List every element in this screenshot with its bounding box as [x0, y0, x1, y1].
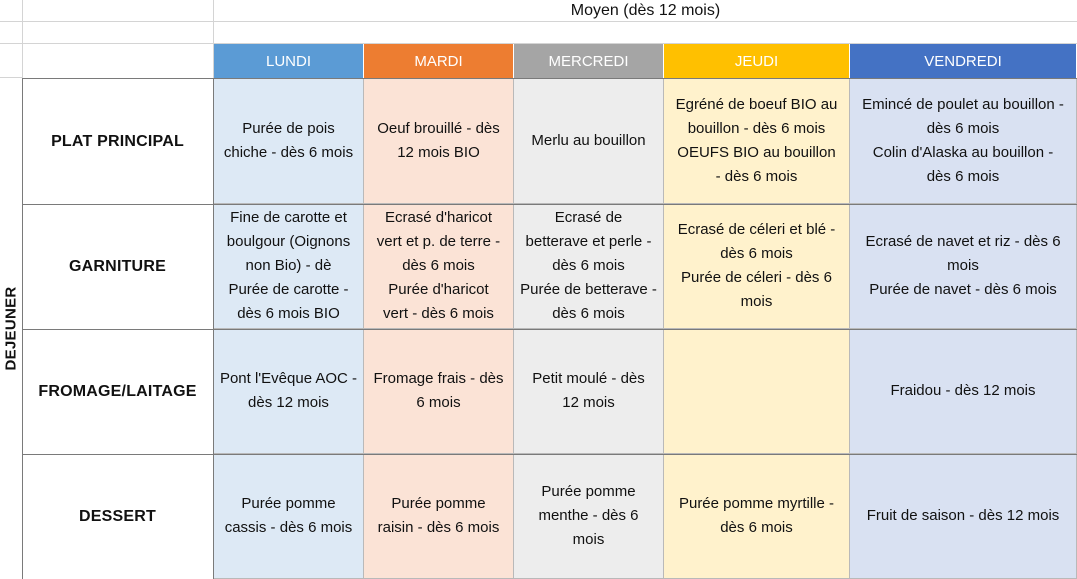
day-header-lundi[interactable]: LUNDI — [214, 44, 364, 78]
menu-cell-text — [865, 230, 1060, 302]
cell-text-line: - dès 6 mois — [715, 168, 798, 185]
cell-text-line: dès 6 mois — [720, 519, 793, 536]
day-header-mercredi[interactable]: MERCREDI — [514, 44, 664, 78]
cell-text-line: Emincé de poulet au bouillon - — [862, 96, 1064, 113]
menu-cell[interactable] — [664, 454, 850, 579]
menu-cell[interactable] — [850, 454, 1077, 579]
cell-text-line: 12 mois — [562, 394, 615, 411]
menu-cell-text — [227, 206, 350, 326]
cell-text-line: vert et p. de terre - — [376, 233, 501, 250]
cell-text-line: Purée pomme — [391, 495, 486, 512]
menu-cell[interactable] — [514, 454, 664, 579]
cell-text-line: Oeuf brouillé - dès — [377, 120, 500, 137]
cell-text-line: dès 6 mois — [926, 120, 1000, 137]
row-label[interactable]: GARNITURE — [69, 257, 166, 275]
menu-cell[interactable] — [850, 79, 1077, 204]
menu-cell[interactable] — [664, 204, 850, 329]
cell-text-line: chiche - dès 6 mois — [223, 144, 354, 161]
menu-cell-text — [532, 367, 645, 415]
cell-text-line: Purée pomme — [541, 483, 636, 500]
cell-text-line: raisin - dès 6 mois — [377, 519, 500, 536]
menu-cell-text — [520, 206, 657, 326]
cell-text-line: dès 12 mois — [248, 394, 329, 411]
menu-cell-text — [377, 206, 500, 326]
menu-cell-text — [377, 117, 500, 165]
cell-text-line: 12 mois BIO — [397, 144, 480, 161]
row-label[interactable]: DESSERT — [79, 507, 156, 525]
cell-text-line: Colin d'Alaska au bouillon - — [872, 144, 1054, 161]
cell-text-line: dès 6 mois — [720, 245, 793, 262]
cell-text-line: Fromage frais - dès — [373, 370, 504, 387]
row-border — [22, 329, 1077, 330]
menu-cell-text — [679, 492, 834, 540]
cell-text-line: Ecrasé de navet et riz - dès 6 — [865, 233, 1061, 250]
cell-text-line: mois — [740, 293, 773, 310]
cell-text-line: dès 6 mois BIO — [237, 305, 340, 322]
cell-text-line: Fraidou - dès 12 mois — [890, 382, 1036, 399]
cell-text-line: dès 6 mois — [926, 168, 1000, 185]
cell-text-line: dès 6 mois — [402, 257, 475, 274]
cell-text-line: mois — [947, 257, 979, 274]
cell-text-line: Petit moulé - dès — [532, 370, 645, 387]
menu-cell[interactable] — [850, 204, 1077, 329]
menu-cell[interactable] — [214, 454, 364, 579]
menu-cell-text — [220, 367, 357, 415]
cell-text-line: Purée pomme myrtille - — [678, 495, 835, 512]
cell-text-line: Purée de betterave - — [520, 281, 657, 298]
cell-text-line: Egréné de boeuf BIO au — [675, 96, 838, 113]
day-header-mardi[interactable]: MARDI — [364, 44, 514, 78]
menu-cell[interactable] — [364, 79, 514, 204]
menu-cell[interactable] — [514, 204, 664, 329]
menu-cell-text — [890, 379, 1035, 403]
cell-text-line: menthe - dès 6 — [538, 507, 639, 524]
cell-text-line: betterave et perle - — [525, 233, 652, 250]
cell-text-line: Fine de carotte et — [230, 209, 347, 226]
menu-title[interactable]: Moyen (dès 12 mois) — [570, 2, 721, 19]
day-header-vendredi[interactable]: VENDREDI — [850, 44, 1077, 78]
menu-cell-text — [678, 218, 836, 314]
cell-text-line: mois — [572, 531, 605, 548]
cell-text-line: Purée de céleri - dès 6 — [681, 269, 832, 286]
menu-cell-text — [862, 93, 1064, 189]
menu-cell[interactable] — [514, 329, 664, 454]
menu-cell[interactable] — [664, 79, 850, 204]
cell-text-line: Purée d'haricot — [388, 281, 489, 298]
cell-text-line: boulgour (Oignons — [226, 233, 351, 250]
menu-cell[interactable] — [514, 79, 664, 204]
menu-cell-text — [538, 480, 638, 552]
menu-cell-text — [531, 129, 645, 153]
menu-cell[interactable] — [214, 329, 364, 454]
menu-cell-text — [378, 492, 500, 540]
group-label-cell[interactable] — [0, 78, 22, 579]
cell-text-line: Purée pomme — [241, 495, 336, 512]
cell-text-line: Pont l'Evêque AOC - — [219, 370, 358, 387]
row-border — [22, 454, 1077, 455]
menu-cell[interactable] — [664, 329, 850, 454]
cell-text-line: non Bio) - dè — [245, 257, 332, 274]
menu-cell[interactable] — [214, 204, 364, 329]
row-label[interactable]: PLAT PRINCIPAL — [51, 132, 184, 150]
cell-text-line: Purée de pois — [242, 120, 335, 137]
cell-text-line: Merlu au bouillon — [531, 132, 646, 149]
menu-cell-text — [867, 504, 1060, 528]
menu-cell[interactable] — [850, 329, 1077, 454]
cell-text-line: bouillon - dès 6 mois — [687, 120, 826, 137]
menu-cell[interactable] — [364, 204, 514, 329]
cell-text-line: Ecrasé de — [554, 209, 623, 226]
cell-text-line: dès 6 mois — [552, 305, 625, 322]
cell-text-line: Fruit de saison - dès 12 mois — [866, 507, 1060, 524]
menu-cell[interactable] — [214, 79, 364, 204]
row-border — [22, 204, 1077, 205]
cell-text-line: Ecrasé d'haricot — [384, 209, 493, 226]
cell-text-line: Ecrasé de céleri et blé - — [677, 221, 836, 238]
table-border — [22, 78, 1077, 79]
menu-cell-text — [225, 492, 353, 540]
row-label[interactable]: FROMAGE/LAITAGE — [38, 382, 197, 400]
cell-text-line: vert - dès 6 mois — [383, 305, 494, 322]
cell-text-line: OEUFS BIO au bouillon — [677, 144, 836, 161]
menu-cell-text — [676, 93, 838, 189]
menu-cell-text — [373, 367, 503, 415]
gridline — [22, 0, 23, 78]
day-header-jeudi[interactable]: JEUDI — [664, 44, 850, 78]
cell-text-line: dès 6 mois — [552, 257, 625, 274]
cell-text-line: cassis - dès 6 mois — [224, 519, 353, 536]
menu-cell-text — [224, 117, 353, 165]
group-label: DEJEUNER — [2, 286, 20, 371]
menu-cell[interactable] — [364, 454, 514, 579]
cell-text-line: Purée de carotte - — [228, 281, 349, 298]
cell-text-line: Purée de navet - dès 6 mois — [869, 281, 1057, 298]
menu-cell[interactable] — [364, 329, 514, 454]
cell-text-line: 6 mois — [416, 394, 461, 411]
